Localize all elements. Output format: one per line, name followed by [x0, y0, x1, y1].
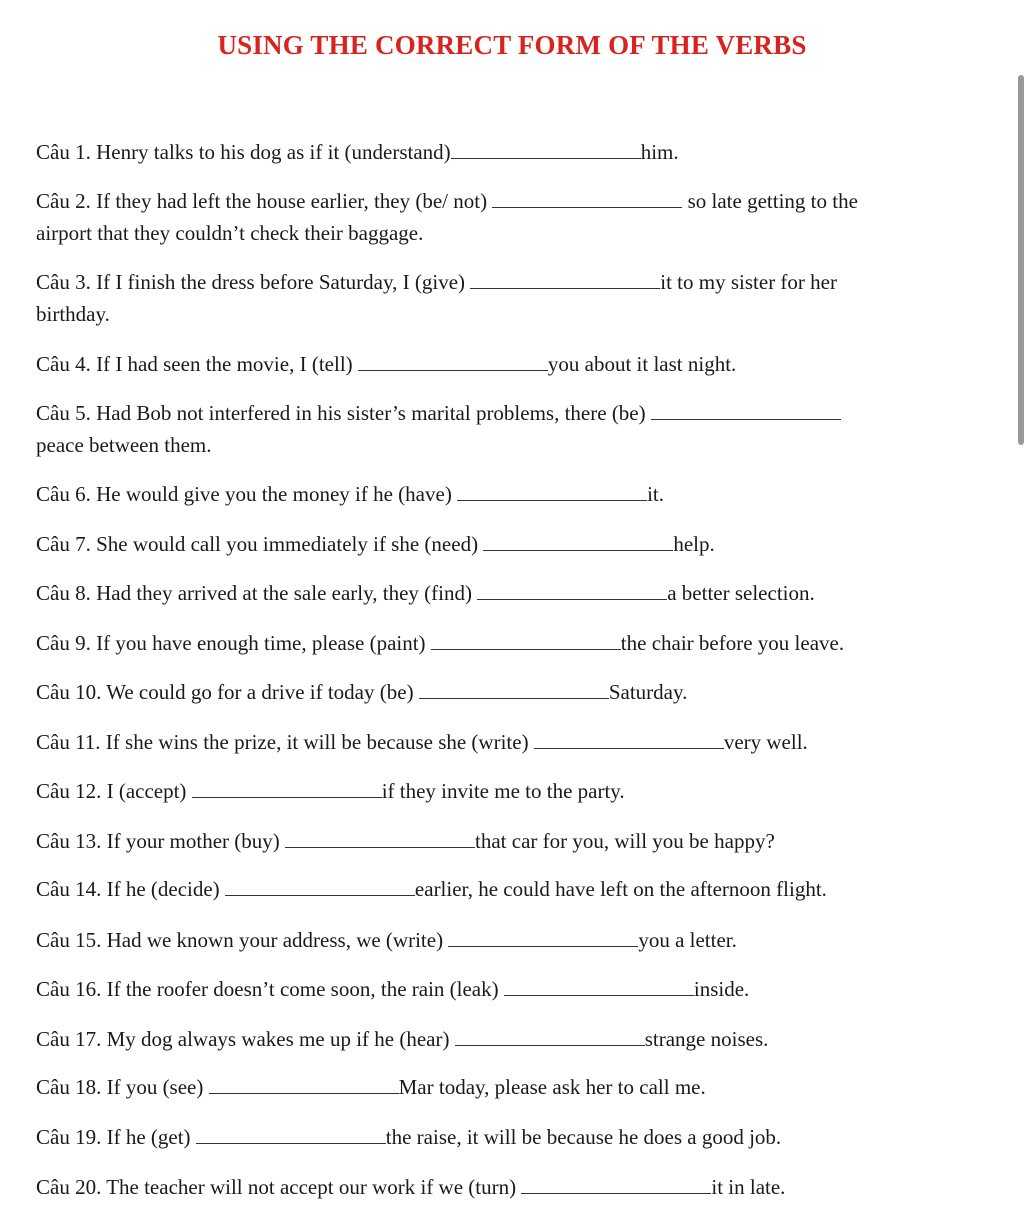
question-2	[36, 185, 858, 249]
question-text: Câu 2. If they had left the house earlier, they (be/ not)	[36, 189, 493, 213]
answer-blank[interactable]	[492, 187, 682, 208]
answer-blank[interactable]	[504, 975, 694, 996]
answer-blank[interactable]	[477, 579, 667, 600]
answer-blank[interactable]	[285, 827, 475, 848]
question-text-continued: birthday.	[36, 302, 110, 326]
answer-blank[interactable]	[470, 268, 660, 289]
question-text: Câu 3. If I finish the dress before Saturday, I (give)	[36, 270, 471, 294]
question-text-end: the raise, it will be because he does a good job.	[385, 1125, 782, 1149]
question-text-end: so late getting to the	[682, 189, 858, 213]
question-16	[36, 973, 749, 1005]
answer-blank[interactable]	[455, 1025, 645, 1046]
answer-blank[interactable]	[358, 350, 548, 371]
question-20	[36, 1171, 785, 1203]
question-text-end: if they invite me to the party.	[381, 779, 625, 803]
question-text-end: it.	[647, 482, 664, 506]
question-text: Câu 10. We could go for a drive if today (be)	[36, 680, 419, 704]
question-text: Câu 7. She would call you immediately if she (need)	[36, 532, 484, 556]
question-7	[36, 528, 715, 560]
question-text: Câu 16. If the roofer doesn’t come soon, the rain (leak)	[36, 977, 504, 1001]
question-text: Câu 17. My dog always wakes me up if he (hear)	[36, 1027, 455, 1051]
scrollbar[interactable]	[1018, 75, 1024, 445]
question-text-end: it to my sister for her	[660, 270, 837, 294]
page-title: USING THE CORRECT FORM OF THE VERBS	[217, 30, 807, 60]
question-text-end: very well.	[723, 730, 808, 754]
answer-blank[interactable]	[483, 530, 673, 551]
answer-blank[interactable]	[457, 480, 647, 501]
question-text: Câu 11. If she wins the prize, it will be because she (write)	[36, 730, 534, 754]
question-5	[36, 397, 841, 461]
question-text-end: you a letter.	[638, 928, 737, 952]
answer-blank[interactable]	[209, 1073, 399, 1094]
question-1	[36, 136, 679, 168]
question-text-end: you about it last night.	[547, 352, 737, 376]
question-text-end: help.	[673, 532, 715, 556]
answer-blank[interactable]	[521, 1173, 711, 1194]
question-10	[36, 676, 687, 708]
question-text: Câu 18. If you (see)	[36, 1075, 209, 1099]
question-text: Câu 9. If you have enough time, please (paint)	[36, 631, 431, 655]
question-11	[36, 726, 808, 758]
question-13	[36, 825, 775, 857]
question-17	[36, 1023, 768, 1055]
question-text: Câu 1. Henry talks to his dog as if it (understand)	[36, 140, 451, 164]
answer-blank[interactable]	[225, 875, 415, 896]
question-19	[36, 1121, 781, 1153]
question-text-end: Saturday.	[608, 680, 688, 704]
question-text: Câu 13. If your mother (buy)	[36, 829, 286, 853]
answer-blank[interactable]	[196, 1123, 386, 1144]
question-text-continued: peace between them.	[36, 433, 212, 457]
question-text: Câu 8. Had they arrived at the sale early, they (find)	[36, 581, 478, 605]
question-text: Câu 15. Had we known your address, we (write)	[36, 928, 449, 952]
question-text: Câu 6. He would give you the money if he (have)	[36, 482, 458, 506]
question-text-continued: airport that they couldn’t check their baggage.	[36, 221, 424, 245]
question-text: Câu 4. If I had seen the movie, I (tell)	[36, 352, 358, 376]
question-text-end: inside.	[693, 977, 750, 1001]
answer-blank[interactable]	[448, 926, 638, 947]
question-14	[36, 873, 827, 905]
question-text: Câu 19. If he (get)	[36, 1125, 196, 1149]
question-8	[36, 577, 815, 609]
question-text-end: it in late.	[711, 1175, 786, 1199]
question-15	[36, 924, 737, 956]
answer-blank[interactable]	[192, 777, 382, 798]
question-text-end: that car for you, will you be happy?	[475, 829, 775, 853]
question-9	[36, 627, 844, 659]
answer-blank[interactable]	[451, 138, 641, 159]
question-text: Câu 12. I (accept)	[36, 779, 192, 803]
answer-blank[interactable]	[651, 399, 841, 420]
question-text-end: earlier, he could have left on the afternoon flight.	[414, 877, 827, 901]
question-text: Câu 14. If he (decide)	[36, 877, 225, 901]
answer-blank[interactable]	[534, 728, 724, 749]
question-12	[36, 775, 625, 807]
question-text-end: him.	[640, 140, 679, 164]
answer-blank[interactable]	[431, 629, 621, 650]
question-6	[36, 478, 664, 510]
question-text-end: strange noises.	[644, 1027, 769, 1051]
answer-blank[interactable]	[419, 678, 609, 699]
question-text-end: a better selection.	[667, 581, 815, 605]
question-text: Câu 5. Had Bob not interfered in his sister’s marital problems, there (be)	[36, 401, 651, 425]
question-text: Câu 20. The teacher will not accept our work if we (turn)	[36, 1175, 522, 1199]
question-3	[36, 266, 837, 330]
question-18	[36, 1071, 706, 1103]
question-4	[36, 348, 736, 380]
question-text-end: Mar today, please ask her to call me.	[398, 1075, 706, 1099]
question-text-end: the chair before you leave.	[620, 631, 845, 655]
